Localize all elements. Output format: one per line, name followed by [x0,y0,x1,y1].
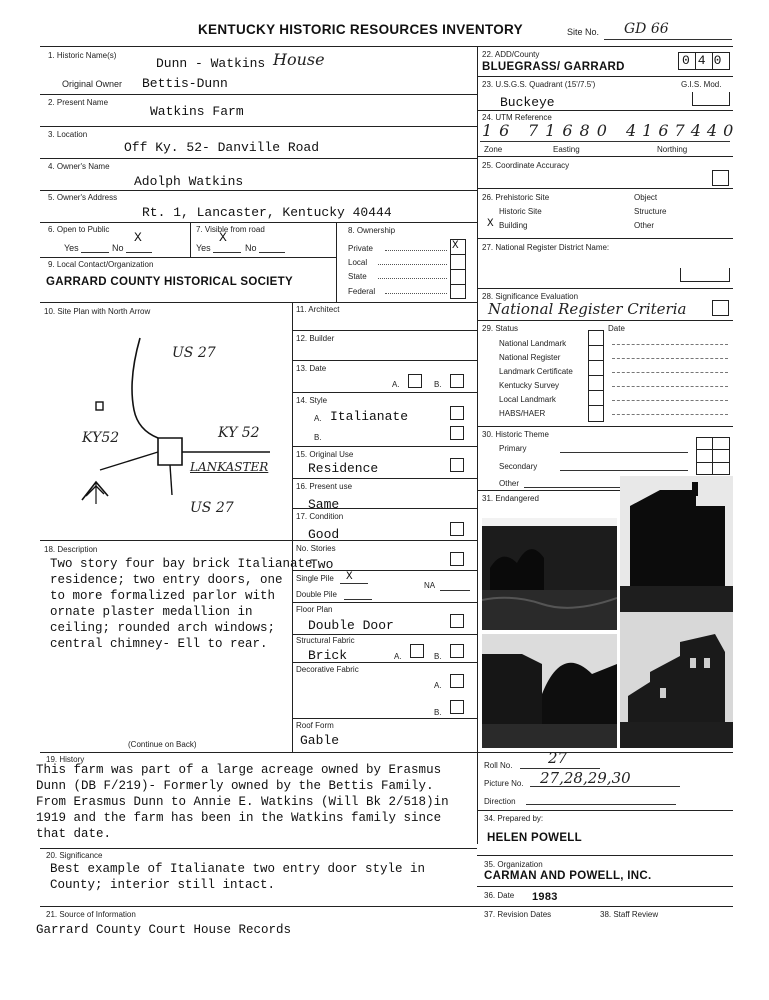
site-no-value: GD 66 [624,21,669,37]
condition-value: Good [308,527,340,542]
usgs-value: Buckeye [500,95,555,110]
date-a-label: A. [392,380,400,389]
na-line [440,590,470,591]
deco-a-label: A. [434,681,442,690]
present-name-label: 2. Present Name [48,98,109,107]
rule [292,446,477,447]
rule [292,330,477,331]
owner-address-label: 5. Owner's Address [48,193,118,202]
present-use-label: 16. Present use [296,482,353,491]
status-date-line [612,414,728,415]
rule [477,426,733,427]
rule [477,752,733,753]
utm-baseline [480,141,730,142]
utm-northing: 4167440 [626,121,740,140]
structural-fabric-value: Brick [308,648,348,663]
rule [40,126,477,127]
description-line-6: central chimney- Ell to rear. [50,637,268,651]
significance-evaluation-label: 28. Significance Evaluation [482,292,579,301]
rule [588,405,604,406]
rule [477,188,733,189]
theme-line [560,470,688,471]
continue-on-back: (Continue on Back) [128,740,197,749]
roll-no-label: Roll No. [484,761,513,770]
rule [292,718,477,719]
rule [40,752,477,753]
description-label: 18. Description [44,545,98,554]
status-date-line [612,344,728,345]
sketch-us27-top: US 27 [172,345,216,361]
dots [378,278,447,279]
description-line-4: ornate plaster medallion in [50,605,253,619]
historic-name-hand: House [273,50,325,69]
rule [450,254,466,255]
fabric-a-label: A. [394,652,402,661]
rule [588,360,604,361]
owner-name-value: Adolph Watkins [134,174,244,189]
rule [292,634,477,635]
rule [40,302,477,303]
rule [336,222,337,302]
rule [477,320,733,321]
open-no-mark: X [134,230,142,245]
sketch-lancaster: LANKASTER [190,460,269,474]
status-item-3: Landmark Certificate [499,367,573,376]
local-contact-value: GARRARD COUNTY HISTORICAL SOCIETY [46,276,293,288]
photo-3 [482,634,617,748]
significance-label: 20. Significance [46,851,103,860]
significance-evaluation-hand: National Register Criteria [488,300,687,318]
staff-review-label: 38. Staff Review [600,910,659,919]
description-line-1: Two story four bay brick Italianate [50,557,313,571]
theme-grid [696,437,730,475]
historic-site-label: Historic Site [499,207,542,216]
status-item-4: Kentucky Survey [499,381,560,390]
photo-2 [620,476,733,630]
status-date-line [612,358,728,359]
style-a-label: A. [314,414,322,423]
endangered-label: 31. Endangered [482,494,539,503]
utm-zone: 16 [482,121,517,140]
visible-no-label: No [245,243,257,253]
rule [696,462,730,463]
location-value: Off Ky. 52- Danville Road [124,140,320,155]
original-use-value: Residence [308,461,379,476]
rule [712,437,713,475]
direction-line [526,804,676,805]
status-date-label: Date [608,324,625,333]
building-mark: X [487,218,494,230]
style-a-box[interactable] [450,406,464,420]
double-pile-label: Double Pile [296,590,337,599]
rule [477,76,733,77]
ownership-private: Private [348,244,373,253]
rule [477,288,733,289]
source-label: 21. Source of Information [46,910,136,919]
picture-no-value: 27,28,29,30 [540,769,631,787]
add-county-label: 22. ADD/County [482,50,540,59]
picture-no-label: Picture No. [484,779,524,788]
history-line-1: This farm was part of a large acreage owned by Erasmus [36,763,442,777]
building-label: Building [499,221,528,230]
description-line-5: ceiling; rounded arch windows; [50,621,276,635]
sketch-ky52-right: KY 52 [218,425,260,441]
dots [385,250,447,251]
visible-yes-label: Yes [196,243,211,253]
style-b-box[interactable] [450,426,464,440]
rule [450,269,466,270]
style-label: 14. Style [296,396,328,405]
open-no-line [126,252,152,253]
photo-1 [482,518,617,630]
status-box-column [588,330,604,422]
single-pile-mark: X [346,571,353,583]
visible-yes-mark: X [219,230,227,245]
dots [385,293,447,294]
status-item-6: HABS/HAER [499,409,546,418]
style-b-label: B. [314,433,322,442]
object-label: Object [634,193,658,202]
rule [292,602,477,603]
site-no-label: Site No. [567,27,600,37]
single-pile-label: Single Pile [296,574,334,583]
rule [40,540,292,541]
historic-name-label: 1. Historic Name(s) [48,51,117,60]
status-date-line [612,372,728,373]
deco-b-label: B. [434,708,442,717]
rule [40,257,336,258]
ownership-federal: Federal [348,287,376,296]
style-value: Italianate [330,409,409,424]
rule [40,158,477,159]
deco-b-box[interactable] [450,700,464,714]
organization-label: 35. Organization [484,860,543,869]
ownership-state: State [348,272,367,281]
double-pile-line [344,599,372,600]
single-pile-line [340,583,368,584]
fabric-b-label: B. [434,652,442,661]
history-line-4: 1919 and the farm has been in the Watkins family since [36,811,442,825]
source-value: Garrard County Court House Records [36,923,292,937]
decorative-fabric-label: Decorative Fabric [296,665,359,674]
rule [40,848,477,849]
gis-label: G.I.S. Mod. [681,80,722,89]
rule [190,222,191,257]
rule [292,392,477,393]
owner-address-value: Rt. 1, Lancaster, Kentucky 40444 [142,205,392,220]
roof-form-value: Gable [300,733,340,748]
open-yes-line [81,252,109,253]
site-no-underline [604,39,732,40]
visible-road-label: 7. Visible from road [196,225,265,234]
picture-no-line [530,786,680,787]
utm-label: 24. UTM Reference [482,113,552,122]
utm-northing-label: Northing [657,145,688,154]
rule [450,284,466,285]
utm-zone-label: Zone [484,145,503,154]
historic-theme-label: 30. Historic Theme [482,430,549,439]
significance-evaluation-box[interactable] [712,300,729,316]
significance-line-2: County; interior still intact. [50,878,276,892]
date-b-box[interactable] [450,374,464,388]
coordinate-accuracy-box[interactable] [712,170,729,186]
history-label: 19. History [46,755,85,764]
na-label: NA [424,581,436,590]
floor-plan-label: Floor Plan [296,605,333,614]
floor-plan-box[interactable] [450,614,464,628]
status-item-2: National Register [499,353,561,362]
history-line-5: that date. [36,827,112,841]
date-prepared-value: 1983 [532,891,558,903]
rule [477,855,733,856]
rule [477,156,733,157]
original-use-label: 15. Original Use [296,450,354,459]
rule [292,360,477,361]
status-date-line [612,400,728,401]
add-county-value: BLUEGRASS/ GARRARD [482,61,625,73]
rule [588,375,604,376]
owner-name-label: 4. Owner's Name [48,162,110,171]
status-item-1: National Landmark [499,339,567,348]
rule [588,345,604,346]
rule [588,390,604,391]
stories-label: No. Stories [296,544,336,553]
fabric-b-box[interactable] [450,644,464,658]
sketch-us27-bottom: US 27 [190,500,234,516]
rule [477,906,733,907]
revision-dates-label: 37. Revision Dates [484,910,552,919]
district-box [680,268,730,282]
date-label: 13. Date [296,364,327,373]
status-item-5: Local Landmark [499,395,556,404]
rule [477,110,733,111]
usgs-label: 23. U.S.G.S. Quadrant (15'/7.5') [482,80,596,89]
date-a-box[interactable] [408,374,422,388]
present-use-value: Same [308,497,340,512]
original-use-box[interactable] [450,458,464,472]
site-plan-label: 10. Site Plan with North Arrow [44,307,151,316]
open-yes-label: Yes [64,243,79,253]
significance-line-1: Best example of Italianate two entry door style in [50,862,426,876]
form-title: KENTUCKY HISTORIC RESOURCES INVENTORY [198,22,523,37]
structure-label: Structure [634,207,667,216]
gis-box [692,92,730,106]
ownership-label: 8. Ownership [348,226,396,235]
prehistoric-site-label: 26. Prehistoric Site [482,193,550,202]
top-rule [40,46,733,47]
theme-other-label: Other [499,479,520,488]
other-label: Other [634,221,655,230]
fabric-a-box[interactable] [410,644,424,658]
rule [40,906,477,907]
open-no-label: No [112,243,124,253]
county-code-value: 040 [682,53,730,68]
dots [378,264,447,265]
center-divider [477,46,478,844]
original-owner-label: Original Owner [62,79,123,89]
date-b-label: B. [434,380,442,389]
architect-label: 11. Architect [296,305,340,314]
national-register-district-label: 27. National Register District Name: [482,243,610,252]
theme-line [560,452,688,453]
roll-no-value: 27 [548,749,568,767]
description-line-2: residence; two entry doors, one [50,573,283,587]
local-contact-label: 9. Local Contact/Organization [48,260,154,269]
present-name-value: Watkins Farm [150,104,244,119]
stories-value: Two [310,557,334,572]
roof-form-label: Roof Form [296,721,334,730]
historic-name-value: Dunn - Watkins [156,56,266,71]
coordinate-accuracy-label: 25. Coordinate Accuracy [482,161,570,170]
utm-easting: 71680 [528,121,614,140]
floor-plan-value: Double Door [308,618,394,633]
builder-label: 12. Builder [296,334,335,343]
theme-primary-label: Primary [499,444,527,453]
rule [696,449,730,450]
condition-box[interactable] [450,522,464,536]
description-line-3: to more formalized parlor with [50,589,276,603]
rule [40,222,477,223]
status-date-line [612,386,728,387]
rule [477,238,733,239]
original-owner-value: Bettis-Dunn [142,76,228,91]
structural-fabric-label: Structural Fabric [296,636,355,645]
ownership-local: Local [348,258,368,267]
sketch-ky52-left: KY52 [82,430,120,446]
visible-yes-line [213,252,241,253]
stories-box[interactable] [450,552,464,566]
utm-easting-label: Easting [553,145,580,154]
visible-no-line [259,252,285,253]
date-prepared-label: 36. Date [484,891,515,900]
open-public-label: 6. Open to Public [48,225,110,234]
history-line-3: From Erasmus Dunn to Annie E. Watkins (Will Bk 2/518)in [36,795,449,809]
deco-a-box[interactable] [450,674,464,688]
theme-secondary-label: Secondary [499,462,538,471]
rule [292,478,477,479]
photo-4 [620,612,733,748]
rule [40,94,477,95]
rule [292,302,293,752]
location-label: 3. Location [48,130,88,139]
rule [477,886,733,887]
rule [40,190,477,191]
direction-label: Direction [484,797,516,806]
condition-label: 17. Condition [296,512,344,521]
history-line-2: Dunn (DB F/219)- Formerly owned by the Bettis Family. [36,779,434,793]
prepared-by-label: 34. Prepared by: [484,814,544,823]
ownership-private-mark: X [452,240,459,252]
rule [477,810,733,811]
organization-value: CARMAN AND POWELL, INC. [484,870,652,882]
prepared-by-value: HELEN POWELL [487,832,582,844]
status-label: 29. Status [482,324,519,333]
